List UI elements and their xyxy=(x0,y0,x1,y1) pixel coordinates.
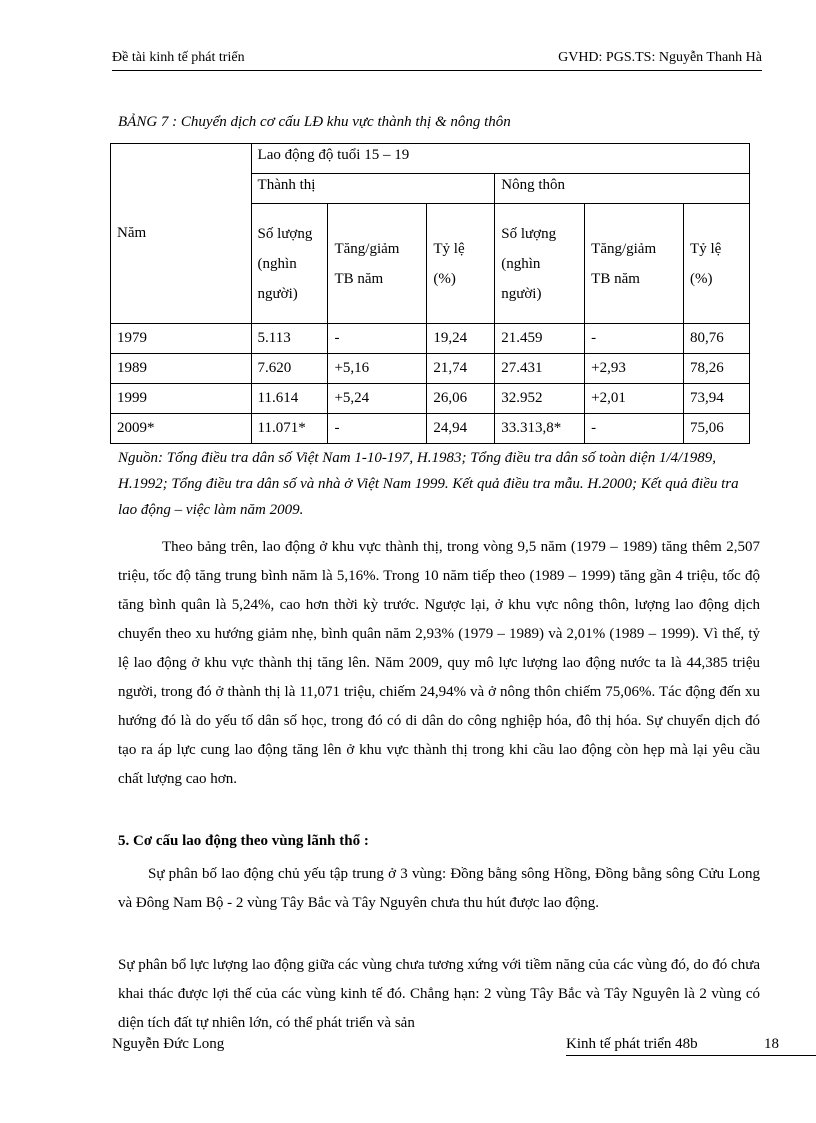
urban-header: Thành thị xyxy=(251,174,495,204)
cell-year: 2009* xyxy=(111,414,252,444)
col-rural-change: Tăng/giảm TB năm xyxy=(585,204,684,324)
paragraph-distribution: Sự phân bố lao động chủ yếu tập trung ở 3 vùng: Đồng bằng sông Hồng, Đồng bằng sông Cửu Long và Đông Nam Bộ - 2 vùng Tây Bắc và Tây Nguyên chưa thu hút được lao động. xyxy=(118,866,760,911)
header-supervisor: GVHD: PGS.TS: Nguyễn Thanh Hà xyxy=(558,50,762,65)
cell-urban-change: - xyxy=(328,324,427,354)
source-note: Nguồn: Tổng điều tra dân số Việt Nam 1-10-197, H.1983; Tổng điều tra dân số toàn diện 1/4/1989, H.1992; Tổng điều tra dân số và nhà ở Việt Nam 1999. Kết quả điều tra mẫu. H.2000; Kết quả điều tra lao động – việc làm năm 2009. xyxy=(118,450,739,518)
labor-structure-table xyxy=(110,143,750,444)
cell-rural-rate: 78,26 xyxy=(684,354,750,384)
rural-header: Nông thôn xyxy=(495,174,750,204)
paragraph-urban-rural: Theo bảng trên, lao động ở khu vực thành thị, trong vòng 9,5 năm (1979 – 1989) tăng thêm 2,507 triệu, tốc độ tăng trung bình năm là 5,16%. Trong 10 năm tiếp theo (1989 – 1999) tăng gần 4 triệu, tốc độ tăng bình quân là 5,24%, cao hơn thời kỳ trước. Ngược lại, ở khu vực nông thôn, lượng lao động dịch chuyển theo xu hướng giảm nhẹ, bình quân năm 2,93% (1979 – 1989) và 2,01% (1989 – 1999). Vì thế, tỷ lệ lao động ở khu vực thành thị tăng lên. Năm 2009, quy mô lực lượng lao động nước ta là 44,385 triệu người, trong đó ở thành thị là 11,071 triệu, chiếm 24,94% và ở nông thôn chiếm 75,06%. Tác động đến xu hướng đó là do yếu tố dân số học, trong đó có di dân do công nghiệp hóa, đô thị hóa. Sự chuyển dịch đó tạo ra áp lực cung lao động tăng lên ở khu vực thành thị trong khi cầu lao động còn hẹp mà lại yêu cầu chất lượng cao hơn. xyxy=(118,539,760,787)
table-row xyxy=(111,354,750,384)
section-heading: 5. Cơ cấu lao động theo vùng lãnh thổ : xyxy=(118,833,369,849)
cell-rural-quantity: 33.313,8* xyxy=(495,414,585,444)
cell-rural-quantity: 21.459 xyxy=(495,324,585,354)
cell-rural-change: +2,93 xyxy=(585,354,684,384)
cell-urban-change: +5,24 xyxy=(328,384,427,414)
cell-year: 1979 xyxy=(111,324,252,354)
col-urban-quantity: Số lượng (nghìn người) xyxy=(251,204,328,324)
col-rural-rate: Tỷ lệ (%) xyxy=(684,204,750,324)
cell-urban-rate: 19,24 xyxy=(427,324,495,354)
table-row xyxy=(111,324,750,354)
footer-author: Nguyễn Đức Long xyxy=(112,1036,225,1052)
cell-urban-quantity: 11.071* xyxy=(251,414,328,444)
cell-urban-change: +5,16 xyxy=(328,354,427,384)
age-group-header: Lao động độ tuổi 15 – 19 xyxy=(251,144,749,174)
cell-rural-rate: 73,94 xyxy=(684,384,750,414)
cell-rural-change: - xyxy=(585,414,684,444)
cell-year: 1999 xyxy=(111,384,252,414)
col-urban-rate: Tỷ lệ (%) xyxy=(427,204,495,324)
paragraph-regional: Sự phân bổ lực lượng lao động giữa các vùng chưa tương xứng với tiềm năng của các vùng đó, do đó chưa khai thác được lợi thế của các vùng kinh tế đó. Chẳng hạn: 2 vùng Tây Bắc và Tây Nguyên là 2 vùng có diện tích đất tự nhiên lớn, có thể phát triển và sản xyxy=(118,957,760,1031)
page-header xyxy=(112,50,762,71)
cell-rural-rate: 80,76 xyxy=(684,324,750,354)
cell-year: 1989 xyxy=(111,354,252,384)
cell-rural-rate: 75,06 xyxy=(684,414,750,444)
table-row xyxy=(111,384,750,414)
cell-urban-rate: 26,06 xyxy=(427,384,495,414)
footer-course: Kinh tế phát triển 48b xyxy=(566,1036,816,1056)
page-number: 18 xyxy=(764,1036,779,1052)
header-title: Đề tài kinh tế phát triển xyxy=(112,50,245,65)
cell-rural-change: +2,01 xyxy=(585,384,684,414)
cell-rural-quantity: 32.952 xyxy=(495,384,585,414)
col-urban-change: Tăng/giảm TB năm xyxy=(328,204,427,324)
table-caption: BẢNG 7 : Chuyển dịch cơ cấu LĐ khu vực thành thị & nông thôn xyxy=(118,114,511,130)
cell-urban-quantity: 7.620 xyxy=(251,354,328,384)
cell-rural-quantity: 27.431 xyxy=(495,354,585,384)
cell-urban-rate: 24,94 xyxy=(427,414,495,444)
year-header: Năm xyxy=(111,144,252,324)
cell-urban-quantity: 11.614 xyxy=(251,384,328,414)
cell-urban-rate: 21,74 xyxy=(427,354,495,384)
cell-urban-change: - xyxy=(328,414,427,444)
col-rural-quantity: Số lượng (nghìn người) xyxy=(495,204,585,324)
cell-rural-change: - xyxy=(585,324,684,354)
table-row xyxy=(111,414,750,444)
cell-urban-quantity: 5.113 xyxy=(251,324,328,354)
